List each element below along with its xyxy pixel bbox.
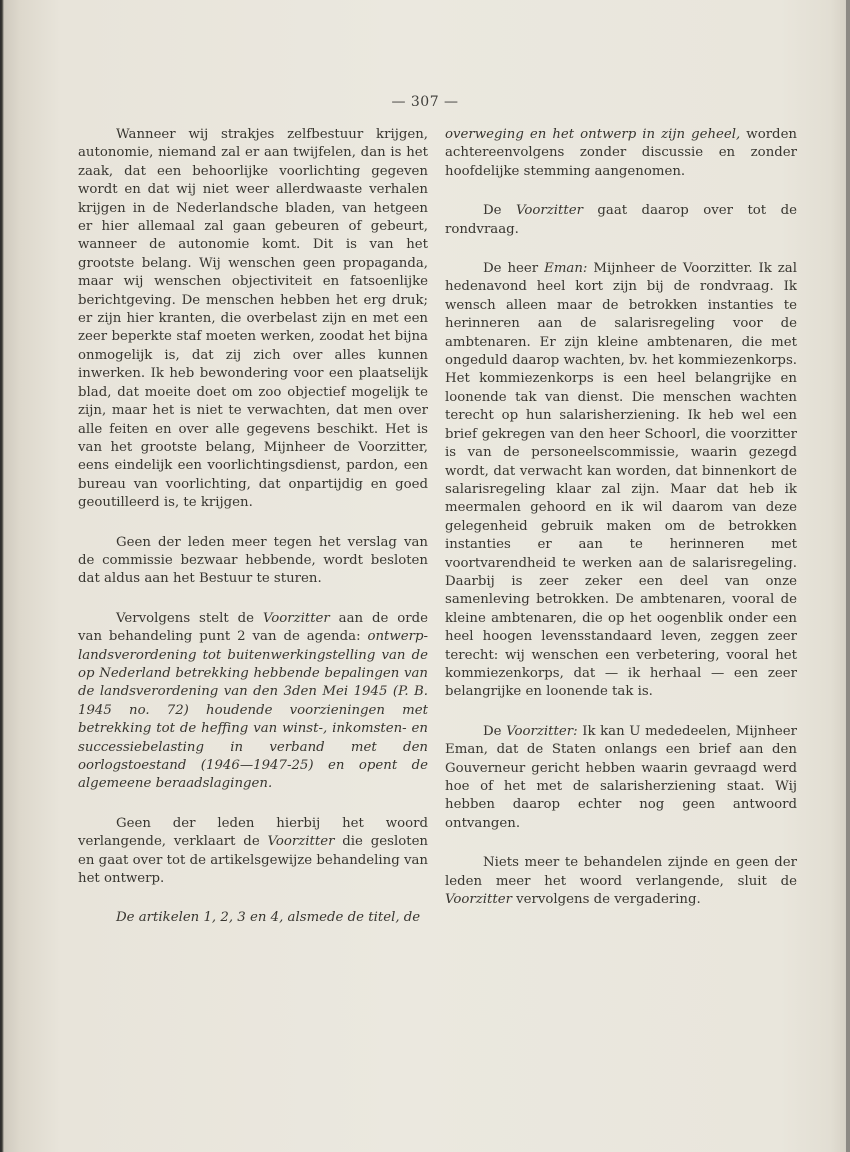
speaker-name: Voorzitter	[267, 834, 335, 850]
paragraph-aangenomen	[445, 126, 797, 181]
speaker-name: Voorzitter:	[506, 723, 578, 739]
text-segment: De heer	[483, 261, 545, 277]
text-segment: aan de orde van behandeling punt 2 van de agenda:	[78, 610, 428, 645]
page-number: — 307 —	[391, 94, 459, 110]
page-edge	[846, 0, 850, 1152]
text-segment: De	[483, 203, 516, 219]
speaker-name: Voorzitter	[262, 610, 330, 626]
paragraph-rondvraag	[445, 202, 797, 239]
text-segment: Ik kan U mededeelen, Mijnheer Eman, dat de Staten onlangs een brief aan den Gouverneur gericht hebben waarin gevraagd werd hoe of het met de salarisherziening staat. Wij hebben daarop echter nog geen antwoord ontvangen.	[445, 723, 797, 831]
text-segment: Geen der leden hierbij het woord verlangende, verklaart de	[78, 815, 428, 850]
text-segment: Niets meer te behandelen zijnde en geen der leden meer het woord verlangende, sluit de	[445, 855, 797, 889]
paragraph-eman-salarisregeling	[445, 260, 797, 702]
agenda-item-title: ontwerp-landsverordening tot buitenwerkingstelling van de op Nederland betrekking hebbende bepalingen van de landsverordening van den 3den Mei 1945 (P. B. 1945 no. 72) houdende voorzieningen met betrekking tot de heffing van winst-, inkomsten- en successiebelasting in verband met den oorlogstoestand (1946—1947-25) en opent de algemeene beraadslagingen.	[78, 629, 428, 792]
text-segment: Mijnheer de Voorzitter. Ik zal hedenavond heel kort zijn bij de rondvraag. Ik wensch alleen maar de betrokken instanties te herinneren aan de salarisregeling voor de ambtenaren. Er zijn kleine ambtenaren, die met ongeduld daarop wachten, bv. het kommiezenkorps. Het kommiezenkorps is een heel belangrijke en loonende tak van dienst. Die menschen wachten terecht op hun salarisherziening. Ik heb wel een brief gekregen van den heer Schoorl, die voorzitter is van de personeelscommissie, waarin gezegd wordt, dat verwacht kan worden, dat binnenkort de salarisregeling klaar zal zijn. Maar dat heb ik meermalen gehoord en ik wil daarom van deze gelegenheid gebruik maken om de betrokken instanties er aan te herinneren met voortvarendheid te werken aan de salarisregeling. Daarbij is zeer zeker een deel van onze samenleving betrokken. De ambtenaren, vooral de kleine ambtenaren, die op het oogenblik onder een heel hoogen levensstandaard leven, zeggen zeer terecht: wij wenschen een verbetering, vooral het kommiezenkorps, dat — ik herhaal — een zeer belangrijke en loonende tak is.	[445, 261, 797, 700]
paragraph-beraadslagingen-gesloten	[78, 815, 428, 889]
text-segment: De	[483, 723, 507, 739]
right-column	[445, 126, 797, 930]
paragraph-voorzitter-antwoord	[445, 723, 797, 833]
paragraph-agenda-punt-2	[78, 610, 428, 794]
text-segment: vervolgens de vergadering.	[511, 892, 701, 908]
speaker-name: Voorzitter	[516, 203, 583, 219]
left-column	[78, 126, 428, 949]
text-segment: die gesloten en gaat over tot de artikelsgewijze behandeling van het ontwerp.	[78, 834, 428, 887]
text-segment: worden achtereenvolgens zonder discussie en zonder hoofdelijke stemming aangenomen.	[445, 127, 797, 179]
speaker-name: Voorzitter	[445, 892, 512, 908]
speaker-name: Eman:	[544, 261, 588, 277]
text-segment: overweging en het ontwerp in zijn geheel,	[445, 127, 741, 142]
text-segment: gaat daarop over tot de rondvraag.	[445, 203, 797, 237]
paragraph-sluiting	[445, 854, 797, 909]
paragraph-artikelen: De artikelen 1, 2, 3 en 4, alsmede de titel, de	[116, 910, 421, 926]
paragraph-verslag-commissie: Geen der leden meer tegen het verslag van de commissie bezwaar hebbende, wordt besloten dat aldus aan het Bestuur te sturen.	[78, 534, 428, 587]
text-segment: Vervolgens stelt de	[116, 610, 263, 626]
paragraph-voorlichting: Wanneer wij strakjes zelfbestuur krijgen, autonomie, niemand zal er aan twijfelen, dan is het zaak, dat een behoorlijke voorlichting gegeven wordt en dat wij niet weer allerdwaaste verhalen krijgen in de Nederlandsche bladen, van hetgeen er hier allemaal zal gaan gebeuren of gebeurt, wanneer de autonomie komt. Dit is van het grootste belang. Wij wenschen geen propaganda, maar wij wenschen objectiviteit en fatsoenlijke berichtgeving. De menschen hebben het erg druk; er zijn hier kranten, die overbelast zijn en met een zeer beperkte staf moeten werken, zoodat het bijna onmogelijk is, dat zij zich over alles kunnen inwerken. Ik heb bewondering voor een plaatselijk blad, dat moeite doet om zoo objectief mogelijk te zijn, maar het is niet te verwachten, dat men over alle feiten en over alle gegevens beschikt. Het is van het grootste belang, Mijnheer de Voorzitter, eens eindelijk een voorlichtingsdienst, pardon, een bureau van voorlichting, dat onpartijdig en goed geoutilleerd is, te krijgen.	[78, 127, 428, 511]
